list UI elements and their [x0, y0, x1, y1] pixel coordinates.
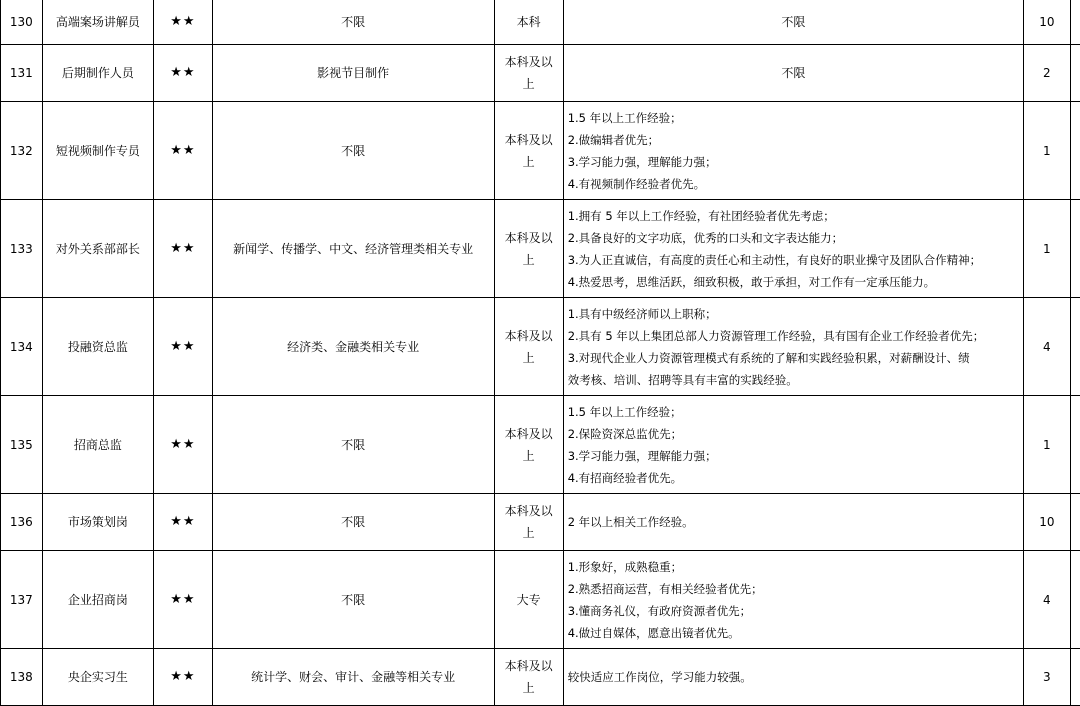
requirement-line: 1.拥有 5 年以上工作经验，有社团经验者优先考虑；: [568, 205, 1023, 227]
education-line: 上: [495, 677, 563, 699]
education-line: 本科及以: [495, 51, 563, 73]
job-title: 招商总监: [42, 396, 153, 494]
major-requirement: 统计学、财会、审计、金融等相关专业: [212, 649, 494, 706]
requirement-line: 1.5 年以上工作经验；: [568, 107, 1023, 129]
table-edge: [1070, 102, 1080, 200]
level-stars: ★★: [154, 649, 212, 706]
requirement-line: 2 年以上相关工作经验。: [568, 511, 1023, 533]
requirement-line: 效考核、培训、招聘等具有丰富的实践经验。: [568, 369, 1023, 391]
job-title: 企业招商岗: [42, 551, 153, 649]
row-number: 137: [1, 551, 43, 649]
education-line: 本科及以: [495, 227, 563, 249]
major-requirement: 经济类、金融类相关专业: [212, 298, 494, 396]
education-requirement: [494, 551, 563, 649]
table-edge: [1070, 649, 1080, 706]
job-title: 高端案场讲解员: [42, 0, 153, 45]
requirement-line: 不限: [781, 15, 805, 29]
table-row: [1, 494, 1080, 551]
job-title: 对外关系部部长: [42, 200, 153, 298]
table-row: [1, 298, 1080, 396]
job-requirements: [563, 45, 1023, 102]
job-requirements: [563, 102, 1023, 200]
table-row: [1, 200, 1080, 298]
education-requirement: [494, 396, 563, 494]
job-title: 短视频制作专员: [42, 102, 153, 200]
row-number: 132: [1, 102, 43, 200]
level-stars: ★★: [154, 45, 212, 102]
job-requirements: [563, 649, 1023, 706]
level-stars: ★★: [154, 298, 212, 396]
requirement-line: 2.做编辑者优先；: [568, 129, 1023, 151]
job-title: 投融资总监: [42, 298, 153, 396]
requirement-line: 1.形象好，成熟稳重；: [568, 556, 1023, 578]
table-edge: [1070, 551, 1080, 649]
row-number: 138: [1, 649, 43, 706]
headcount: 4: [1024, 551, 1071, 649]
education-requirement: [494, 200, 563, 298]
education-line: 本科及以: [495, 325, 563, 347]
education-line: 上: [495, 151, 563, 173]
major-requirement: 新闻学、传播学、中文、经济管理类相关专业: [212, 200, 494, 298]
table-row: [1, 396, 1080, 494]
education-line: 上: [495, 522, 563, 544]
requirement-line: 4.做过自媒体，愿意出镜者优先。: [568, 622, 1023, 644]
row-number: 134: [1, 298, 43, 396]
level-stars: ★★: [154, 551, 212, 649]
education-requirement: [494, 102, 563, 200]
requirement-line: 3.学习能力强，理解能力强；: [568, 445, 1023, 467]
job-requirements: [563, 494, 1023, 551]
requirement-line: 3.为人正直诚信，有高度的责任心和主动性，有良好的职业操守及团队合作精神；: [568, 249, 1023, 271]
education-line: 上: [495, 347, 563, 369]
row-number: 135: [1, 396, 43, 494]
headcount: 10: [1024, 0, 1071, 45]
table-edge: [1070, 45, 1080, 102]
headcount: 4: [1024, 298, 1071, 396]
row-number: 136: [1, 494, 43, 551]
requirement-line: 4.有招商经验者优先。: [568, 467, 1023, 489]
level-stars: ★★: [154, 200, 212, 298]
education-line: 本科及以: [495, 129, 563, 151]
education-line: 上: [495, 249, 563, 271]
row-number: 133: [1, 200, 43, 298]
requirement-line: 2.具有 5 年以上集团总部人力资源管理工作经验，具有国有企业工作经验者优先；: [568, 325, 1023, 347]
requirement-line: 4.有视频制作经验者优先。: [568, 173, 1023, 195]
requirement-line: 2.保险资深总监优先；: [568, 423, 1023, 445]
requirement-line: 2.具备良好的文字功底，优秀的口头和文字表达能力；: [568, 227, 1023, 249]
headcount: 2: [1024, 45, 1071, 102]
education-line: 本科: [495, 11, 563, 33]
education-line: 本科及以: [495, 423, 563, 445]
job-requirements: [563, 200, 1023, 298]
table-row: [1, 0, 1080, 45]
level-stars: ★★: [154, 102, 212, 200]
requirement-line: 3.学习能力强，理解能力强；: [568, 151, 1023, 173]
requirement-line: 1.具有中级经济师以上职称；: [568, 303, 1023, 325]
requirement-line: 3.对现代企业人力资源管理模式有系统的了解和实践经验积累，对薪酬设计、绩: [568, 347, 1023, 369]
job-title: 市场策划岗: [42, 494, 153, 551]
major-requirement: 不限: [212, 494, 494, 551]
table-edge: [1070, 298, 1080, 396]
requirement-line: 2.熟悉招商运营，有相关经验者优先；: [568, 578, 1023, 600]
major-requirement: 不限: [212, 551, 494, 649]
education-requirement: [494, 494, 563, 551]
major-requirement: 不限: [212, 0, 494, 45]
job-title: 后期制作人员: [42, 45, 153, 102]
table-edge: [1070, 0, 1080, 45]
requirement-line: 较快适应工作岗位，学习能力较强。: [568, 666, 1023, 688]
level-stars: ★★: [154, 494, 212, 551]
headcount: 3: [1024, 649, 1071, 706]
education-line: 上: [495, 73, 563, 95]
table-edge: [1070, 494, 1080, 551]
education-line: 上: [495, 445, 563, 467]
row-number: 130: [1, 0, 43, 45]
level-stars: ★★: [154, 396, 212, 494]
job-requirements: [563, 0, 1023, 45]
requirement-line: 3.懂商务礼仪，有政府资源者优先；: [568, 600, 1023, 622]
requirement-line: 不限: [781, 66, 805, 80]
headcount: 1: [1024, 102, 1071, 200]
major-requirement: 不限: [212, 396, 494, 494]
job-requirements: [563, 551, 1023, 649]
requirement-line: 4.热爱思考，思维活跃，细致积极，敢于承担，对工作有一定承压能力。: [568, 271, 1023, 293]
table-row: [1, 45, 1080, 102]
row-number: 131: [1, 45, 43, 102]
major-requirement: 影视节目制作: [212, 45, 494, 102]
education-requirement: [494, 45, 563, 102]
headcount: 1: [1024, 396, 1071, 494]
major-requirement: 不限: [212, 102, 494, 200]
headcount: 10: [1024, 494, 1071, 551]
education-line: 大专: [495, 589, 563, 611]
job-requirements: [563, 396, 1023, 494]
education-requirement: [494, 649, 563, 706]
table-row: [1, 649, 1080, 706]
requirement-line: 1.5 年以上工作经验；: [568, 401, 1023, 423]
table-row: [1, 102, 1080, 200]
job-title: 央企实习生: [42, 649, 153, 706]
job-requirements: [563, 298, 1023, 396]
education-requirement: [494, 298, 563, 396]
table-edge: [1070, 200, 1080, 298]
table-edge: [1070, 396, 1080, 494]
level-stars: ★★: [154, 0, 212, 45]
education-line: 本科及以: [495, 500, 563, 522]
table-row: [1, 551, 1080, 649]
education-requirement: [494, 0, 563, 45]
headcount: 1: [1024, 200, 1071, 298]
education-line: 本科及以: [495, 655, 563, 677]
